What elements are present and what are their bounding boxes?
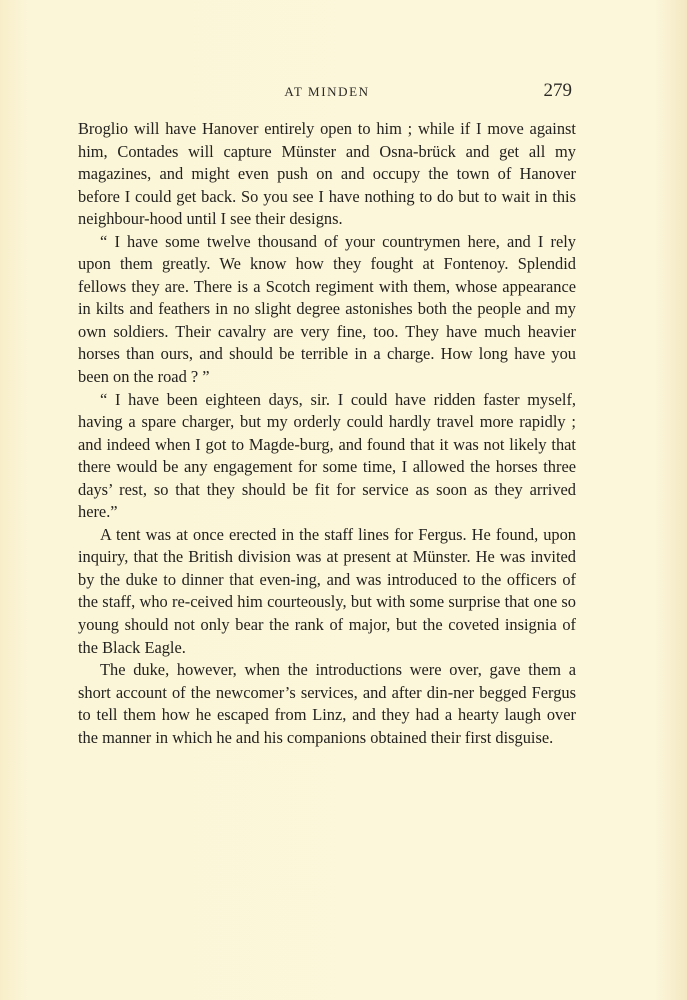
- page-number: 279: [543, 80, 572, 101]
- running-head: AT MINDEN: [284, 84, 370, 99]
- body-text: [78, 118, 576, 749]
- paragraph: “ I have been eighteen days, sir. I could have ridden faster myself, having a spare charger, but my orderly could hardly travel more rapidly ; and indeed when I got to Magde-burg, and found that it was not likely that there would be any engagement for some time, I allowed the horses three days’ rest, so that they should be fit for service as soon as they arrived here.”: [78, 389, 576, 522]
- paragraph: The duke, however, when the introductions were over, gave them a short account of the newcomer’s services, and after din-ner begged Fergus to tell them how he escaped from Linz, and they had a hearty laugh over the manner in which he and his companions obtained their first disguise.: [78, 660, 576, 747]
- page-header: [80, 80, 574, 104]
- paragraph: A tent was at once erected in the staff lines for Fergus. He found, upon inquiry, that the British division was at present at Münster. He was invited by the duke to dinner that even-ing, and was introduced to the officers of the staff, who re-ceived him courteously, but with some surprise that one so young should not only bear the rank of major, but the coveted insignia of the Black Eagle.: [78, 524, 576, 657]
- paragraph: Broglio will have Hanover entirely open to him ; while if I move against him, Contades will capture Münster and Osna-brück and get all my magazines, and might even push on and occupy the town of Hanover before I could get back. So you see I have nothing to do but to wait in this neighbour-hood until I see their designs.: [78, 119, 576, 229]
- paragraph: “ I have some twelve thousand of your countrymen here, and I rely upon them greatly. We know how they fought at Fontenoy. Splendid fellows they are. There is a Scotch regiment with them, whose appearance in kilts and feathers in no slight degree astonishes both the people and my own soldiers. Their cavalry are very fine, too. They have much heavier horses than ours, and should be terrible in a charge. How long have you been on the road ? ”: [78, 231, 576, 387]
